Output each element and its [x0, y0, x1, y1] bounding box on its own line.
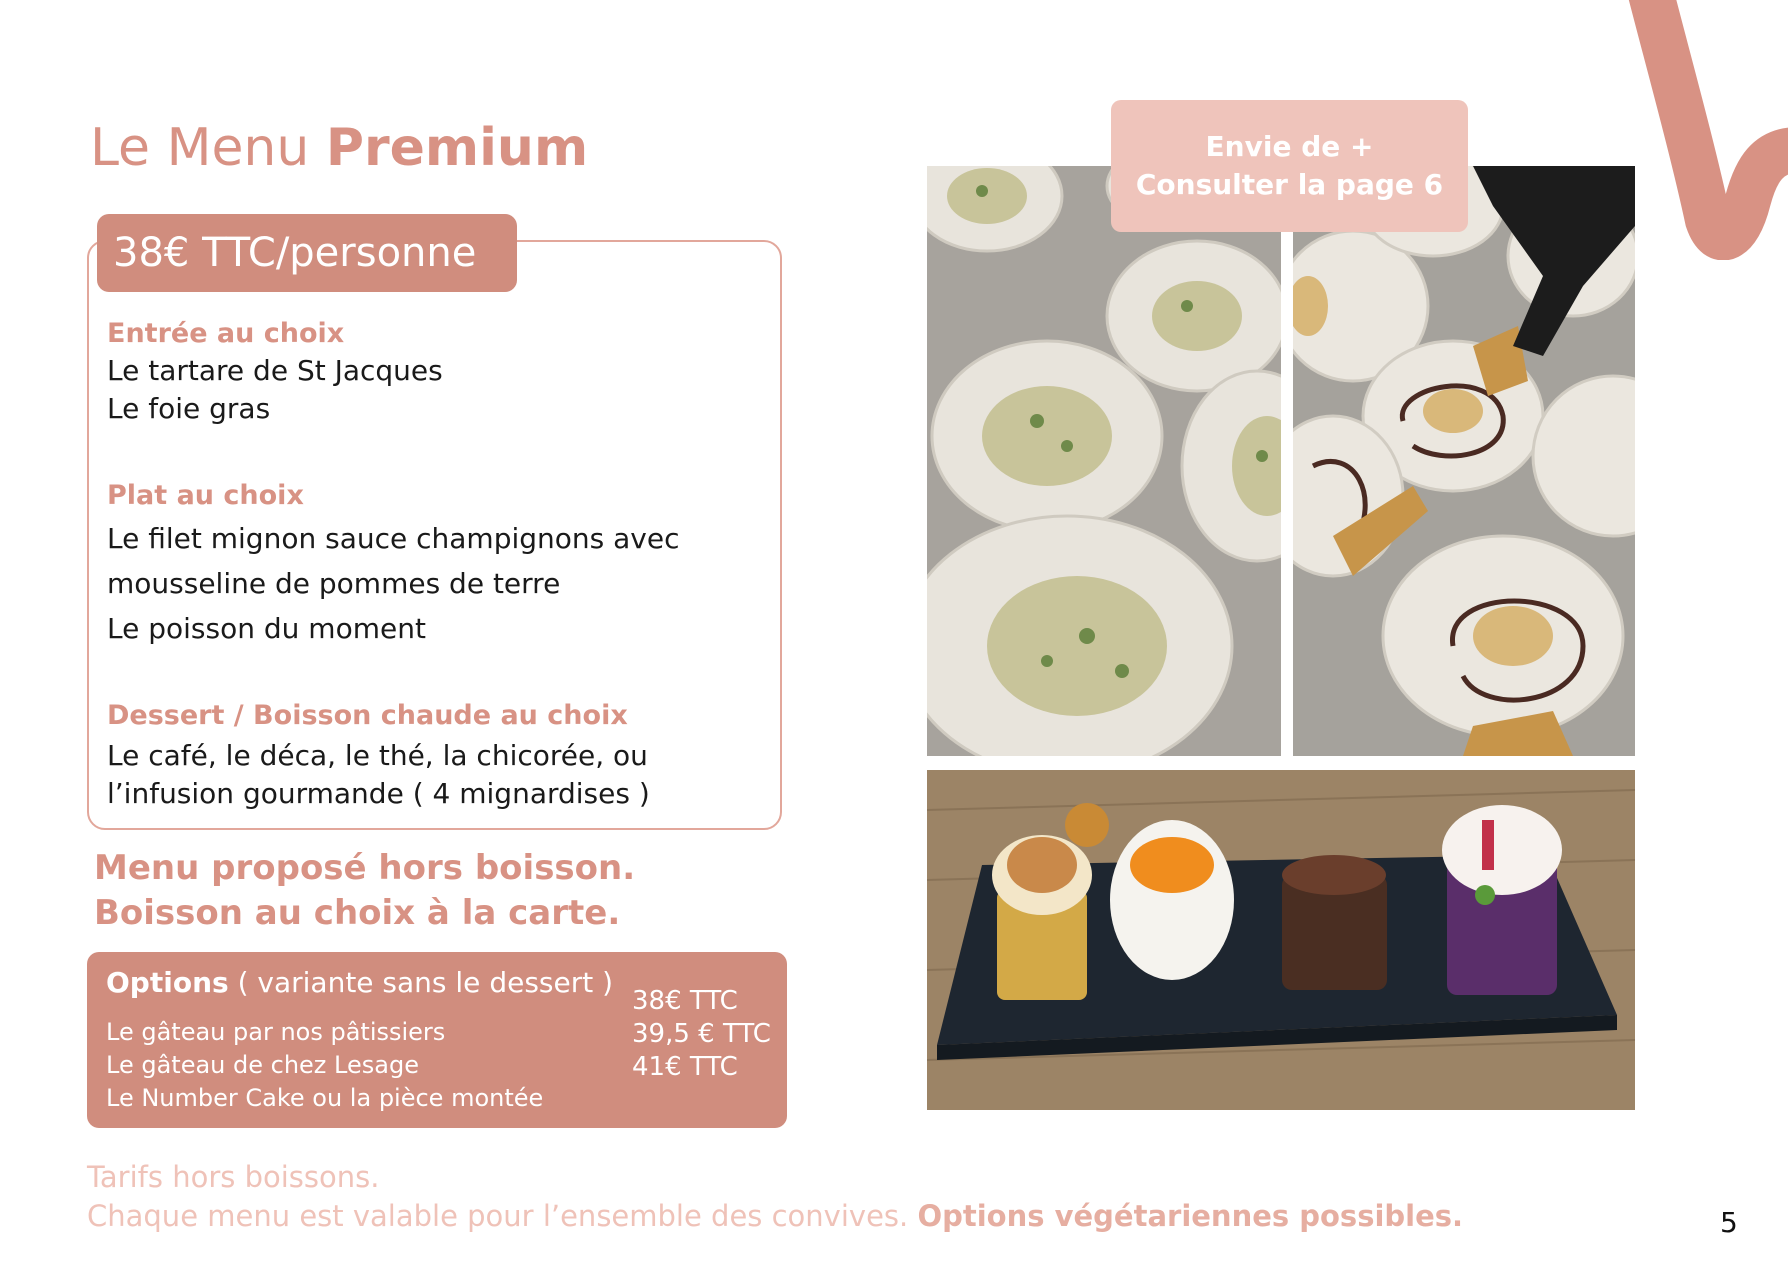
photo-tartare	[927, 166, 1281, 756]
footer-line: Tarifs hors boissons.	[87, 1160, 380, 1194]
option-price: 39,5 € TTC	[632, 1019, 771, 1049]
options-title: Options ( variante sans le dessert )	[106, 966, 614, 999]
page-number: 5	[1720, 1206, 1738, 1239]
cta-line: Consulter la page 6	[1135, 168, 1444, 201]
section-heading-dessert: Dessert / Boisson chaude au choix	[107, 700, 628, 731]
photo-foie-gras	[1293, 166, 1635, 756]
menu-item: mousseline de pommes de terre	[107, 567, 561, 600]
options-box	[87, 952, 787, 1128]
option-item: Le gâteau par nos pâtissiers	[106, 1018, 446, 1046]
see-page-6-callout[interactable]	[1111, 100, 1468, 232]
cta-line: Envie de +	[1205, 130, 1374, 163]
page-title: Le Menu Premium	[90, 118, 589, 178]
footer-line: Chaque menu est valable pour l’ensemble des convives. Options végétariennes possibles.	[87, 1199, 1464, 1233]
price-tag: 38€ TTC/personne	[97, 214, 517, 292]
option-price: 38€ TTC	[632, 986, 738, 1016]
menu-item: Le poisson du moment	[107, 612, 426, 645]
menu-item: Le café, le déca, le thé, la chicorée, ou	[107, 739, 648, 772]
menu-item: l’infusion gourmande ( 4 mignardises )	[107, 777, 650, 810]
section-heading-plat: Plat au choix	[107, 480, 304, 511]
option-item: Le Number Cake ou la pièce montée	[106, 1084, 544, 1112]
drink-note-line: Boisson au choix à la carte.	[94, 893, 621, 933]
option-price: 41€ TTC	[632, 1052, 738, 1082]
menu-item: Le filet mignon sauce champignons avec	[107, 522, 680, 555]
section-heading-entree: Entrée au choix	[107, 318, 345, 349]
menu-item: Le tartare de St Jacques	[107, 354, 443, 387]
option-item: Le gâteau de chez Lesage	[106, 1051, 419, 1079]
photo-desserts	[927, 770, 1635, 1110]
drink-note-line: Menu proposé hors boisson.	[94, 848, 636, 888]
menu-item: Le foie gras	[107, 392, 271, 425]
